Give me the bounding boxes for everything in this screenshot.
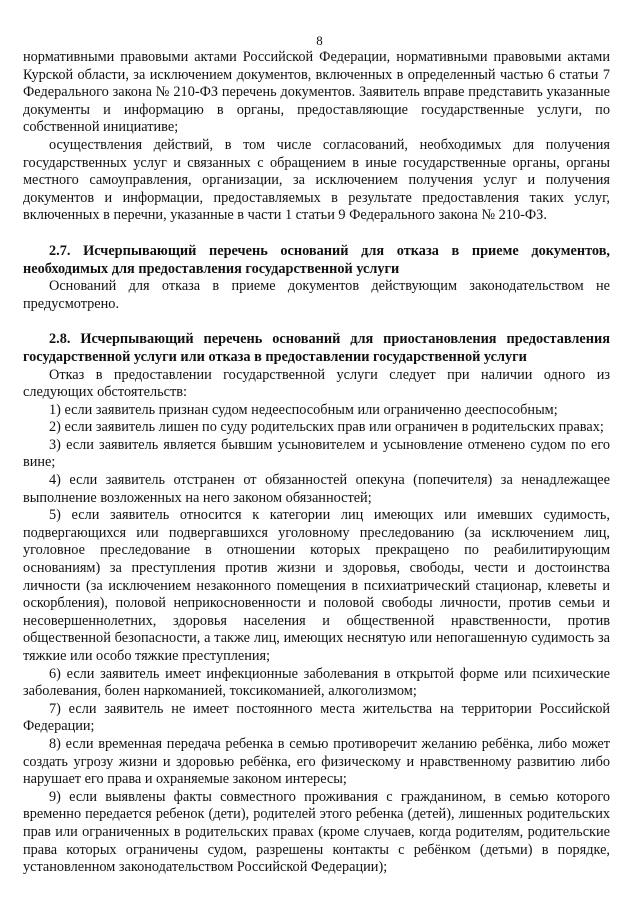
- list-item-6: 6) если заявитель имеет инфекционные заболевания в открытой форме или психические заболевания, болен наркоманией, токсикоманией, алкоголизмом;: [23, 665, 610, 700]
- list-item-4: 4) если заявитель отстранен от обязанностей опекуна (попечителя) за ненадлежащее выполнение возложенных на него законом обязанностей;: [23, 472, 610, 506]
- list-item-2: 2) если заявитель лишен по суду родительских прав или ограничен в родительских правах;: [49, 419, 604, 436]
- page-number: 8: [316, 33, 323, 48]
- list-item-7: 7) если заявитель не имеет постоянного места жительства на территории Российской Федерации;: [23, 700, 610, 735]
- paragraph-documents-initiative: нормативными правовыми актами Российской Федерации, нормативными правовыми актами Курской области, за исключением документов, включенных в определенный частью 6 статьи 7 Федерального закона № 210-ФЗ перечень документов. Заявитель вправе представить указанные документы и информацию в органы, предоставляющие государственные услуги, по собственной инициативе;: [23, 49, 610, 136]
- list-item-9: 9) если выявлены факты совместного проживания с гражданином, в семью которого временно передается ребенок (дети), родителей этого ребенка (детей), лишенных родительских прав или ограниченных в родительских правах (кроме случаев, когда родителям, родительские права которых ограничены судом, разрешены контакты с ребёнком (детьми) в порядке, установленном законодательством Российской Федерации);: [23, 788, 610, 876]
- list-item-1: 1) если заявитель признан судом недееспособным или ограниченно дееспособным;: [49, 401, 558, 418]
- list-item-8: 8) если временная передача ребенка в семью противоречит желанию ребёнка, либо может создать угрозу жизни и здоровью ребёнка, его физическому и нравственному развитию либо нарушает его права и охраняемые законом интересы;: [23, 735, 610, 788]
- section-heading-2-7: 2.7. Исчерпывающий перечень оснований для отказа в приеме документов, необходимых для предоставления государственной услуги: [23, 242, 610, 277]
- paragraph-actions-approvals: осуществления действий, в том числе согласований, необходимых для получения государственных услуг и связанных с обращением в иные государственные органы, органы местного самоуправления, организации, за исключением получения услуг и получения документов и информации, предоставляемых в результате предоставления таких услуг, включенных в перечни, указанные в части 1 статьи 9 Федерального закона № 210-ФЗ.: [23, 136, 610, 224]
- document-body: [23, 49, 610, 877]
- section-heading-2-8: 2.8. Исчерпывающий перечень оснований для приостановления предоставления государственной услуги или отказа в предоставлении государственной услуги: [23, 331, 610, 365]
- paragraph-refusal-intro: Отказ в предоставлении государственной услуги следует при наличии одного из следующих обстоятельств:: [23, 366, 610, 401]
- list-item-3: 3) если заявитель является бывшим усыновителем и усыновление отменено судом по его вине;: [23, 436, 610, 471]
- paragraph-no-grounds: Оснований для отказа в приеме документов действующим законодательством не предусмотрено.: [23, 278, 610, 312]
- list-item-5: 5) если заявитель относится к категории лиц имеющих или имевших судимость, подвергающихся или подвергавшихся уголовному преследованию (за исключением лиц, уголовное преследование в отношении которых прекращено по реабилитирующим основаниям) за преступления против жизни и здоровья, свободы, чести и достоинства личности (за исключением незаконного помещения в психиатрический стационар, клеветы и оскорбления), половой неприкосновенности и половой свободы личности, против семьи и несовершеннолетних, здоровья населения и общественной нравственности, против общественной безопасности, а также лиц, имеющих неснятую или непогашенную судимость за тяжкие или особо тяжкие преступления;: [23, 507, 610, 664]
